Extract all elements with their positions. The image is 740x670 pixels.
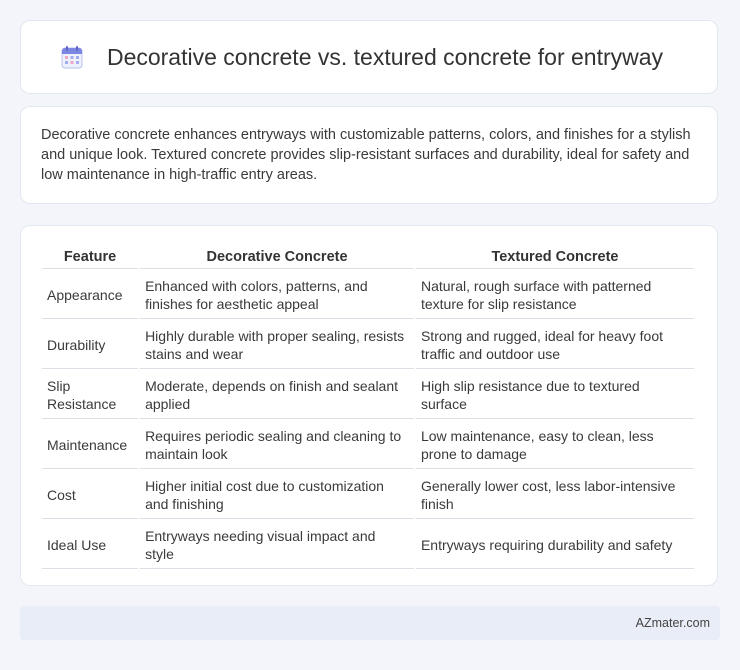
feature-cell: Appearance [42,271,138,319]
comparison-card [20,225,718,586]
table-row [42,321,694,369]
table-row [42,421,694,469]
comparison-table [40,244,696,571]
calendar-grid-icon [61,45,83,69]
decorative-cell: Enhanced with colors, patterns, and finishes for aesthetic appeal [140,271,414,319]
textured-cell: Strong and rugged, ideal for heavy foot traffic and outdoor use [416,321,694,369]
table-row [42,471,694,519]
header-textured: Textured Concrete [416,246,694,269]
decorative-cell: Moderate, depends on finish and sealant applied [140,371,414,419]
title-card [20,20,718,94]
feature-cell: Cost [42,471,138,519]
header-feature: Feature [42,246,138,269]
footer [20,606,720,640]
decorative-cell: Entryways needing visual impact and style [140,521,414,569]
header-decorative: Decorative Concrete [140,246,414,269]
footer-brand[interactable]: AZmater.com [635,616,710,630]
textured-cell: High slip resistance due to textured surface [416,371,694,419]
table-row [42,271,694,319]
textured-cell: Generally lower cost, less labor-intensive finish [416,471,694,519]
textured-cell: Entryways requiring durability and safety [416,521,694,569]
textured-cell: Low maintenance, easy to clean, less prone to damage [416,421,694,469]
textured-cell: Natural, rough surface with patterned texture for slip resistance [416,271,694,319]
page-title: Decorative concrete vs. textured concrete for entryway [106,43,664,70]
intro-card [20,106,718,204]
feature-cell: Slip Resistance [42,371,138,419]
table-row [42,371,694,419]
decorative-cell: Higher initial cost due to customization and finishing [140,471,414,519]
decorative-cell: Highly durable with proper sealing, resists stains and wear [140,321,414,369]
table-row [42,521,694,569]
feature-cell: Durability [42,321,138,369]
feature-cell: Ideal Use [42,521,138,569]
feature-cell: Maintenance [42,421,138,469]
table-header-row [42,246,694,269]
decorative-cell: Requires periodic sealing and cleaning to maintain look [140,421,414,469]
intro-text: Decorative concrete enhances entryways with customizable patterns, colors, and finishes for a stylish and unique look. Textured concrete provides slip-resistant surfaces and durability, ideal for safety and low maintenance in high-traffic entry areas. [41,127,691,183]
